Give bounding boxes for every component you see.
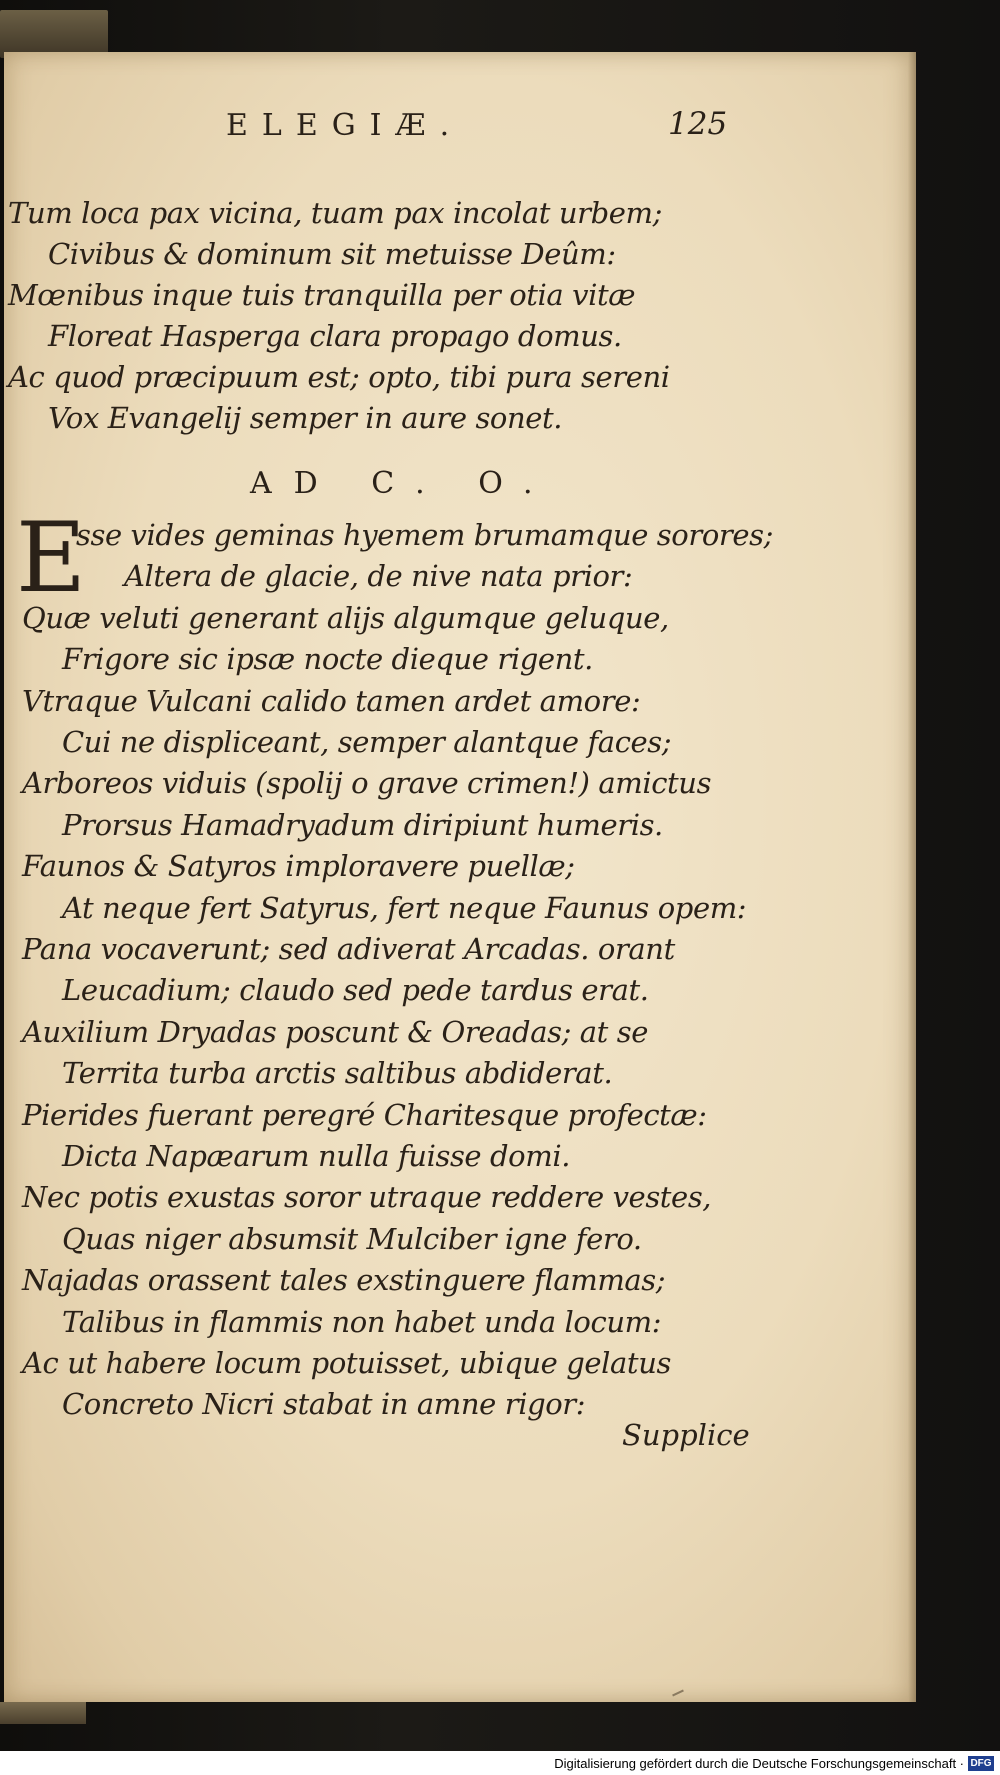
binding-tab-bottom bbox=[0, 1702, 86, 1724]
verse-line: Talibus in flammis non habet unda locum: bbox=[62, 1304, 662, 1339]
footer-credit-text: Digitalisierung gefördert durch die Deutsche Forschungsgemeinschaft · bbox=[554, 1756, 964, 1771]
verse-line: Vtraque Vulcani calido tamen ardet amore: bbox=[22, 683, 641, 718]
verse-line: Floreat Hasperga clara propago domus. bbox=[48, 319, 622, 353]
verse-line: Mœnibus inque tuis tranquilla per otia vitæ bbox=[8, 278, 636, 312]
verse-line: Faunos & Satyros imploravere puellæ; bbox=[22, 849, 575, 884]
verse-line: Pierides fuerant peregré Charitesque profectæ: bbox=[22, 1097, 707, 1132]
verse-line: Quæ veluti generant alijs algumque geluque, bbox=[22, 600, 669, 635]
verse-line: Cui ne displiceant, semper alantque faces; bbox=[62, 725, 672, 759]
verse-line: Auxilium Dryadas poscunt & Oreadas; at se bbox=[22, 1014, 648, 1049]
verse-line: Prorsus Hamadryadum diripiunt humeris. bbox=[62, 807, 663, 842]
dfg-logo-icon: DFG bbox=[968, 1756, 994, 1771]
verse-line: Arboreos viduis (spolij o grave crimen!) amictus bbox=[22, 766, 712, 801]
drop-cap-initial: E bbox=[16, 502, 87, 614]
verse-line: Civibus & dominum sit metuisse Deûm: bbox=[48, 237, 616, 271]
verse-line: Frigore sic ipsæ nocte dieque rigent. bbox=[62, 642, 593, 677]
verse-line: Tum loca pax vicina, tuam pax incolat urbem; bbox=[8, 196, 663, 230]
verse-line: Najadas orassent tales exstinguere flammas; bbox=[22, 1263, 666, 1298]
catchword: Supplice bbox=[622, 1418, 750, 1452]
page-edge-shadow bbox=[908, 52, 916, 1702]
page-number: 125 bbox=[668, 106, 728, 142]
verse-line: Vox Evangelij semper in aure sonet. bbox=[48, 401, 563, 435]
verse-line: Ac quod præcipuum est; opto, tibi pura sereni bbox=[8, 360, 670, 394]
verse-line: sse vides geminas hyemem brumamque sorores; bbox=[76, 518, 773, 552]
verse-line: Dicta Napæarum nulla fuisse domi. bbox=[62, 1139, 571, 1173]
verse-line: Quas niger absumsit Mulciber igne fero. bbox=[62, 1221, 642, 1256]
verse-line: Nec potis exustas soror utraque reddere vestes, bbox=[22, 1180, 712, 1215]
binding-tab-top bbox=[0, 10, 108, 58]
ink-mark bbox=[672, 1690, 684, 1697]
verse-line: Territa turba arctis saltibus abdiderat. bbox=[62, 1056, 613, 1091]
verse-line: Ac ut habere locum potuisset, ubique gelatus bbox=[22, 1346, 671, 1380]
running-head: ELEGIÆ. bbox=[226, 108, 464, 143]
verse-line: At neque fert Satyrus, fert neque Faunus opem: bbox=[62, 890, 747, 925]
verse-line: Concreto Nicri stabat in amne rigor: bbox=[62, 1387, 586, 1422]
verse-line: Altera de glacie, de nive nata prior: bbox=[124, 559, 633, 594]
verse-line: Leucadium; claudo sed pede tardus erat. bbox=[62, 973, 649, 1008]
verse-line: Pana vocaverunt; sed adiverat Arcadas. orant bbox=[22, 932, 675, 966]
poem-heading: AD C. O. bbox=[250, 466, 555, 501]
digitization-footer bbox=[0, 1751, 1000, 1775]
